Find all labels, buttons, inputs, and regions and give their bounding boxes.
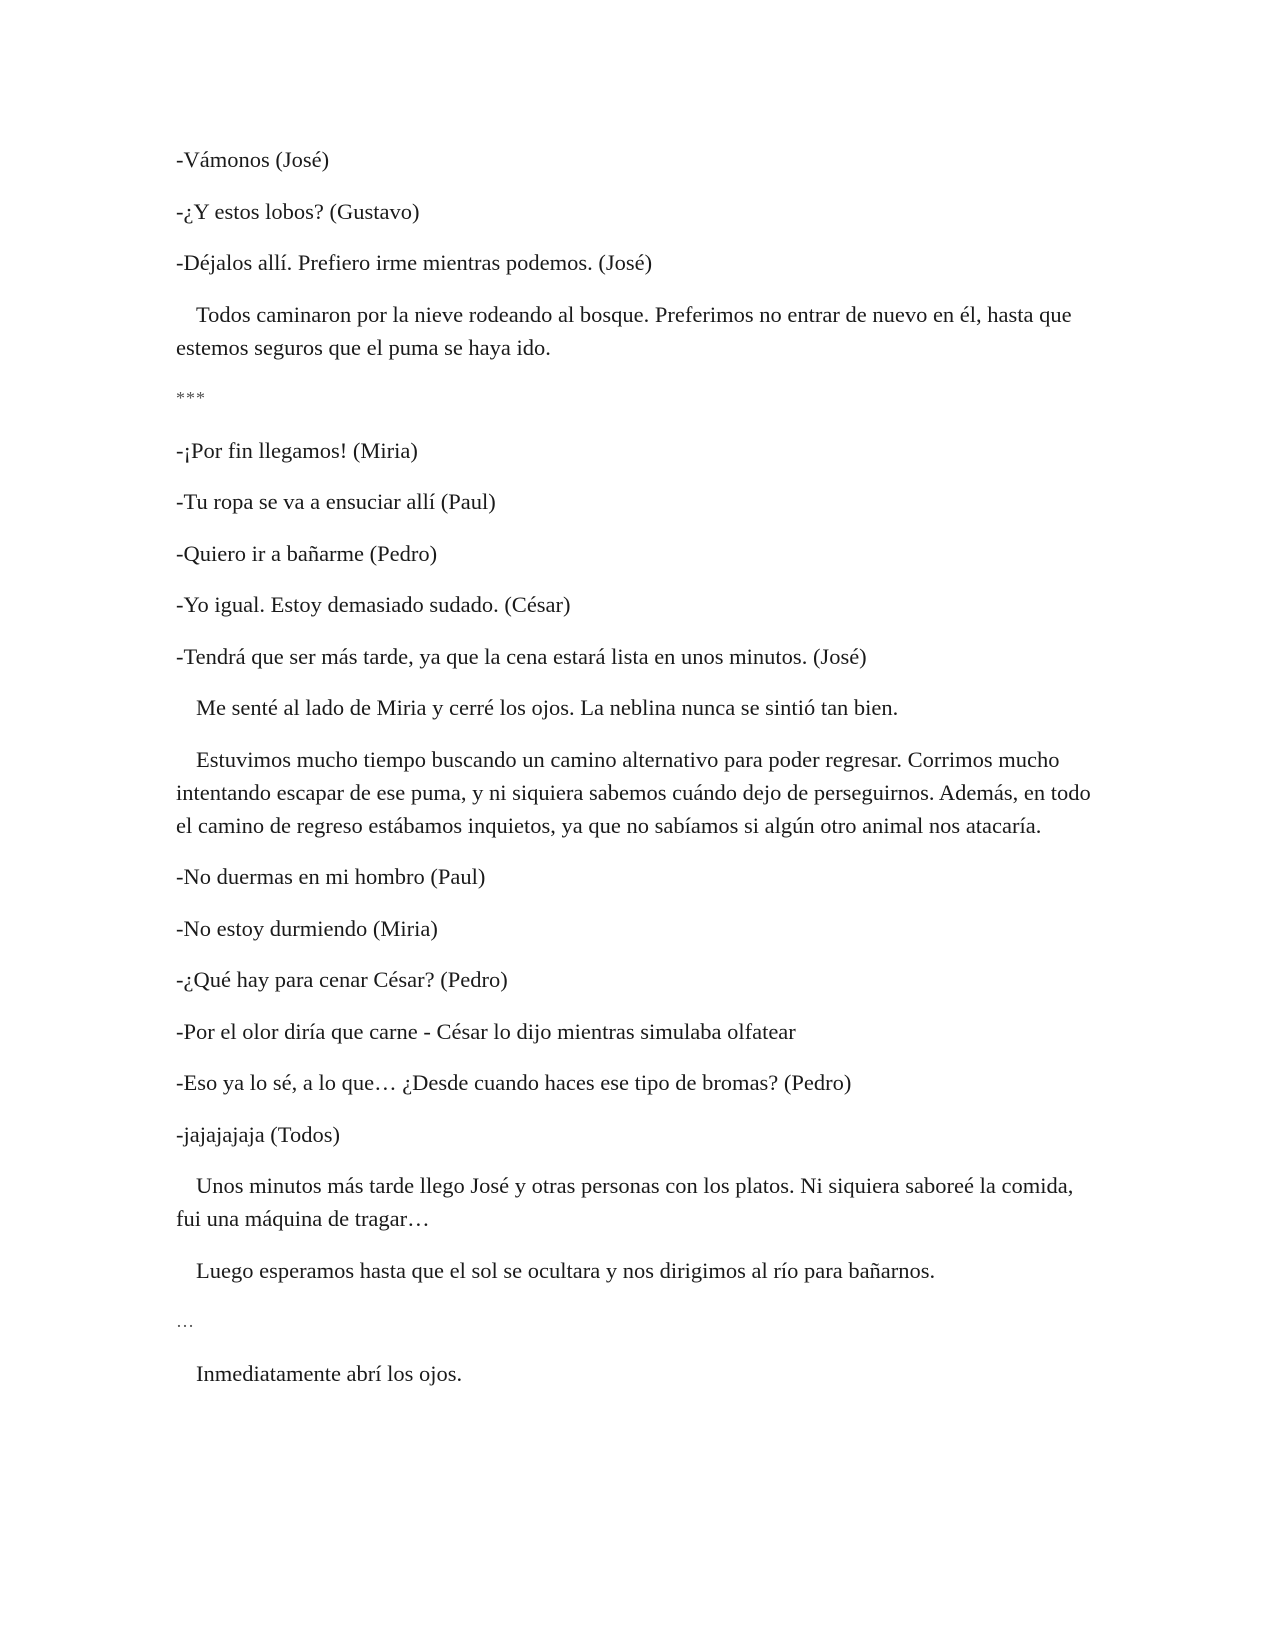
narrative-paragraph: Todos caminaron por la nieve rodeando al bosque. Preferimos no entrar de nuevo en él, hasta que estemos seguros que el puma se haya ido.	[176, 301, 1078, 360]
dialogue-line: -Eso ya lo sé, a lo que… ¿Desde cuando haces ese tipo de bromas? (Pedro)	[176, 1070, 852, 1095]
narrative-paragraph: Me senté al lado de Miria y cerré los ojos. La neblina nunca se sintió tan bien.	[196, 695, 899, 720]
dialogue-line: -Yo igual. Estoy demasiado sudado. (César)	[176, 592, 571, 617]
dialogue-line: -Vámonos (José)	[176, 147, 330, 172]
dialogue-line: -Quiero ir a bañarme (Pedro)	[176, 540, 438, 566]
document-body	[176, 143, 1096, 1408]
dialogue-line: -jajajajaja (Todos)	[176, 1121, 340, 1147]
dialogue-line: -Tu ropa se va a ensuciar allí (Paul)	[176, 489, 496, 514]
dialogue-line: -Tendrá que ser más tarde, ya que la cena estará lista en unos minutos. (José)	[176, 643, 867, 669]
dialogue-line: -¡Por fin llegamos! (Miria)	[176, 437, 418, 463]
scene-separator: ***	[176, 388, 206, 408]
dialogue-line: -¿Qué hay para cenar César? (Pedro)	[176, 967, 508, 992]
scene-separator: …	[176, 1311, 195, 1331]
dialogue-line: -Por el olor diría que carne - César lo dijo mientras simulaba olfatear	[176, 1018, 796, 1044]
narrative-paragraph: Luego esperamos hasta que el sol se ocultara y nos dirigimos al río para bañarnos.	[196, 1257, 936, 1283]
narrative-paragraph: Unos minutos más tarde llego José y otras personas con los platos. Ni siquiera saboreé la comida, fui una máquina de tragar…	[176, 1173, 1079, 1231]
dialogue-line: -No estoy durmiendo (Miria)	[176, 915, 438, 941]
narrative-paragraph: Estuvimos mucho tiempo buscando un camino alternativo para poder regresar. Corrimos mucho intentando escapar de ese puma, y ni siquiera sabemos cuándo dejo de perseguirnos. Además, en todo el camino de regreso estábamos inquietos, ya que no sabíamos si algún otro animal nos atacaría.	[176, 746, 1097, 838]
dialogue-line: -Déjalos allí. Prefiero irme mientras podemos. (José)	[176, 250, 653, 275]
dialogue-line: -No duermas en mi hombro (Paul)	[176, 864, 486, 889]
narrative-paragraph: Inmediatamente abrí los ojos.	[196, 1360, 463, 1386]
dialogue-line: -¿Y estos lobos? (Gustavo)	[176, 198, 420, 224]
